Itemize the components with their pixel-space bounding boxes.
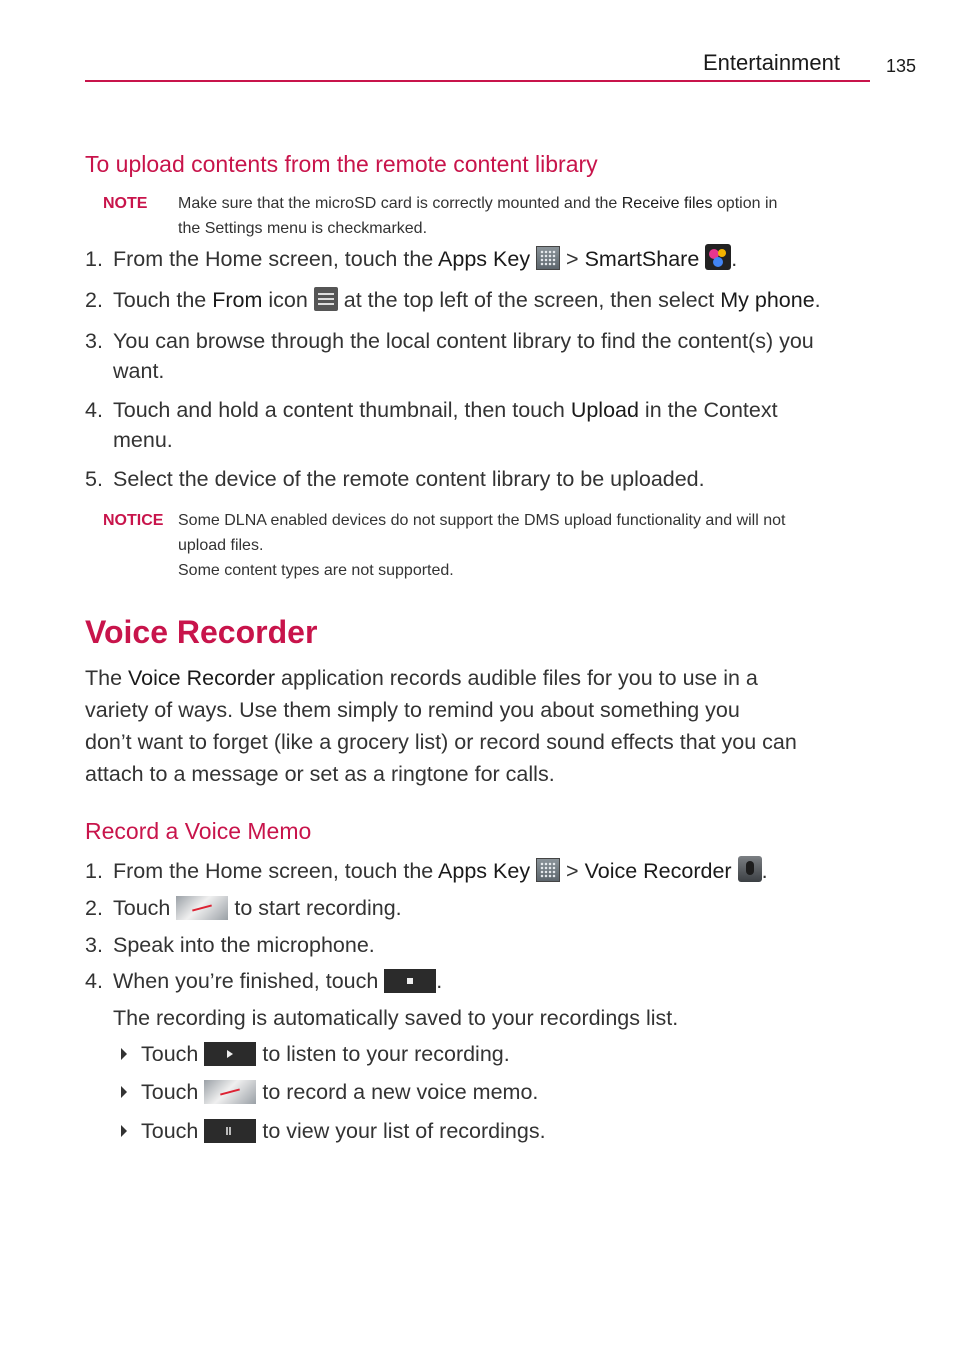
upload-step-2: 2. Touch the From icon at the top left of the screen, then select My phone. bbox=[85, 288, 821, 312]
upload-heading: To upload contents from the remote content library bbox=[85, 151, 598, 177]
stop-button-icon bbox=[384, 969, 436, 993]
memo-step-4: 4. When you’re finished, touch . bbox=[85, 969, 443, 993]
bullet-arrow-icon bbox=[121, 1086, 127, 1098]
notice-text: Some DLNA enabled devices do not support the DMS upload functionality and will not upload files. Some content types are not supported. bbox=[178, 512, 786, 579]
saved-note: The recording is automatically saved to your recordings list. bbox=[113, 1006, 679, 1030]
list-button-icon bbox=[204, 1119, 256, 1143]
memo-step-2: 2. Touch to start recording. bbox=[85, 896, 402, 920]
bullet-arrow-icon bbox=[121, 1048, 127, 1060]
note-text: Make sure that the microSD card is correctly mounted and the Receive files option in the Settings menu is checkmarked. bbox=[178, 195, 778, 237]
header-divider bbox=[85, 80, 870, 82]
record-memo-heading: Record a Voice Memo bbox=[85, 818, 312, 844]
record-button-icon bbox=[204, 1080, 256, 1104]
bullet-list: Touch to view your list of recordings. bbox=[121, 1116, 861, 1148]
note-label: NOTE bbox=[103, 195, 148, 212]
apps-key-icon bbox=[536, 246, 560, 270]
upload-step-3: 3. You can browse through the local content library to find the content(s) you want. bbox=[85, 329, 814, 383]
voice-recorder-icon bbox=[738, 856, 762, 882]
bullet-arrow-icon bbox=[121, 1125, 127, 1137]
notice-label: NOTICE bbox=[103, 512, 164, 529]
memo-step-3: 3. Speak into the microphone. bbox=[85, 933, 375, 957]
page-number: 135 bbox=[886, 56, 917, 76]
section-title: Entertainment bbox=[703, 50, 840, 75]
voice-recorder-intro: The Voice Recorder application records audible files for you to use in a variety of ways. Use them simply to remind you about something you don’t want to forget (like a grocery list) or record sound effects that you can attach to a message or set as a ringtone for calls. bbox=[85, 666, 797, 786]
upload-step-4: 4. Touch and hold a content thumbnail, then touch Upload in the Context menu. bbox=[85, 398, 778, 452]
record-button-icon bbox=[176, 896, 228, 920]
upload-step-1: 1. From the Home screen, touch the Apps Key > SmartShare . bbox=[85, 244, 875, 276]
apps-key-icon bbox=[536, 858, 560, 882]
smartshare-icon bbox=[705, 244, 731, 270]
upload-step-5: 5. Select the device of the remote content library to be uploaded. bbox=[85, 467, 705, 491]
memo-step-1: 1. From the Home screen, touch the Apps Key > Voice Recorder . bbox=[85, 856, 875, 888]
bullet-listen: Touch to listen to your recording. bbox=[121, 1039, 861, 1071]
play-button-icon bbox=[204, 1042, 256, 1066]
bullet-record: Touch to record a new voice memo. bbox=[121, 1077, 861, 1109]
voice-recorder-heading: Voice Recorder bbox=[85, 614, 318, 650]
from-icon bbox=[314, 287, 338, 311]
